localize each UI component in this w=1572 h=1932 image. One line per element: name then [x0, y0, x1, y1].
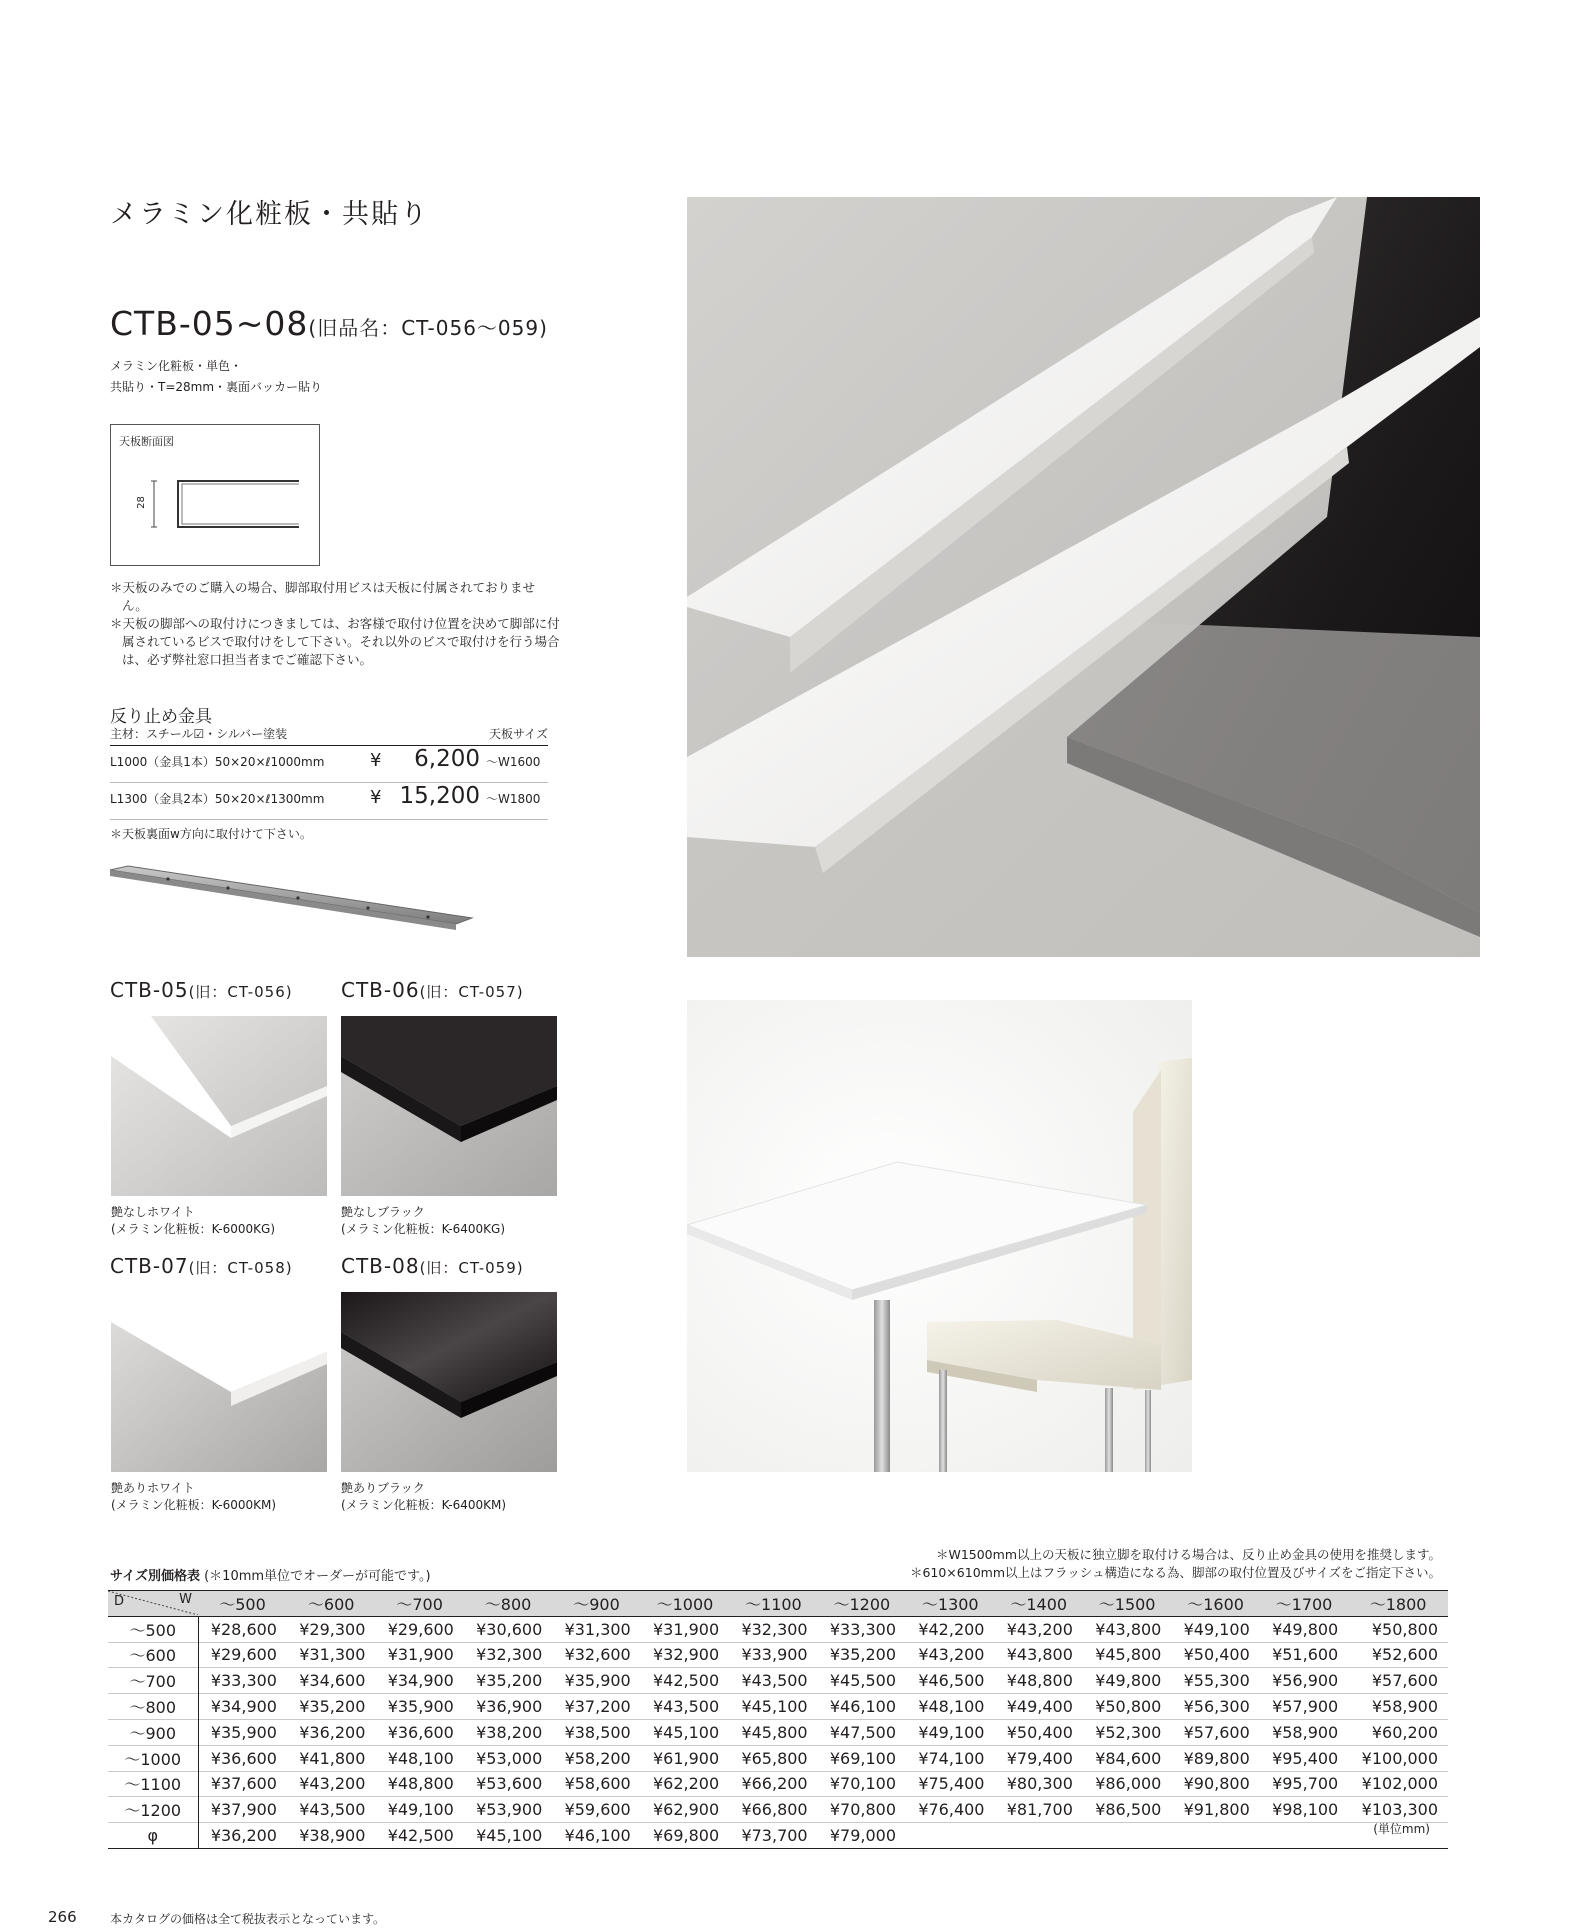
price-cell: ¥69,800 [653, 1826, 720, 1846]
price-cell [1083, 1823, 1171, 1849]
price-cell: ¥84,600 [1095, 1748, 1162, 1768]
price-cell: ¥35,200 [299, 1697, 366, 1717]
table-row [108, 1823, 1448, 1849]
width-label: W [179, 1592, 192, 1607]
price-cell: ¥59,600 [564, 1800, 631, 1820]
price-cell: ¥73,700 [741, 1826, 808, 1846]
price-cell: ¥45,800 [741, 1722, 808, 1742]
price-cell [906, 1823, 994, 1849]
variant-title [110, 1254, 293, 1278]
product-description [110, 356, 322, 398]
variant-caption [341, 1204, 505, 1238]
price-cell: ¥36,200 [299, 1722, 366, 1742]
fitting-size: ～W1600 [486, 755, 541, 769]
price-cell: ¥55,300 [1183, 1671, 1250, 1691]
price-cell: ¥56,900 [1272, 1671, 1339, 1691]
fitting-title: 反り止め金具 [110, 707, 212, 727]
price-cell: ¥79,000 [829, 1826, 897, 1846]
fitting-row [110, 746, 548, 783]
price-cell: ¥74,100 [918, 1748, 985, 1768]
price-cell: ¥37,900 [210, 1800, 277, 1820]
page-number: 266 [48, 1908, 77, 1926]
row-label: ～800 [108, 1694, 198, 1720]
price-cell: ¥31,300 [299, 1645, 366, 1665]
price-cell: ¥70,100 [829, 1774, 897, 1794]
price-cell: ¥45,100 [653, 1722, 720, 1742]
price-cell: ¥35,900 [387, 1697, 454, 1717]
variant-old-model: (旧：CT-057) [419, 983, 524, 1001]
section-title: メラミン化粧板・共貼り [110, 199, 429, 230]
price-cell: ¥48,800 [387, 1774, 454, 1794]
price-cell: ¥43,500 [299, 1800, 366, 1820]
price-table [108, 1590, 1448, 1849]
price-cell: ¥49,100 [387, 1800, 454, 1820]
variant-model: CTB-08 [341, 1254, 420, 1278]
column-header: ～1600 [1171, 1591, 1259, 1617]
price-cell: ¥29,300 [299, 1619, 366, 1639]
price-cell: ¥43,800 [1095, 1619, 1162, 1639]
price-cell: ¥37,200 [564, 1697, 631, 1717]
price-cell: ¥43,200 [918, 1645, 985, 1665]
price-table-title [110, 1565, 431, 1584]
column-header: ～1200 [818, 1591, 906, 1617]
price-note: ＊610×610mm以上はフラッシュ構造になる為、脚部の取付位置及びサイズをご指定下さい。 [909, 1565, 1441, 1580]
column-header: ～600 [287, 1591, 375, 1617]
price-cell: ¥43,200 [1006, 1619, 1073, 1639]
price-cell: ¥38,200 [476, 1722, 543, 1742]
price-cell: ¥91,800 [1183, 1800, 1250, 1820]
note-item: ＊天板の脚部への取付けにつきましては、お客様で取付け位置を決めて脚部に付属されているビスで取付けをして下さい。それ以外のビスで取付けを行う場合は、必ず弊社窓口担当者までご確認下さい。 [110, 616, 560, 667]
price-cell: ¥102,000 [1361, 1774, 1438, 1794]
column-header: ～500 [198, 1591, 287, 1617]
price-cell: ¥46,500 [918, 1671, 985, 1691]
price-cell: ¥100,000 [1361, 1748, 1438, 1768]
variant-old-model: (旧：CT-058) [188, 1259, 293, 1277]
variant-material: (メラミン化粧板：K-6400KG) [341, 1222, 506, 1236]
price-cell: ¥34,900 [210, 1697, 277, 1717]
yen-sign: ¥ [370, 750, 382, 771]
price-cell: ¥90,800 [1183, 1774, 1250, 1794]
model-number: CTB-05~08 [110, 304, 309, 343]
price-cell: ¥51,600 [1272, 1645, 1339, 1665]
price-cell: ¥65,800 [741, 1748, 808, 1768]
variant-color: 艶なしホワイト [111, 1205, 195, 1219]
fitting-material: 主材：スチール☑・シルバー塗装 [110, 727, 288, 741]
variant-title [341, 1254, 524, 1278]
price-cell: ¥48,100 [387, 1748, 454, 1768]
row-label: ～1000 [108, 1745, 198, 1771]
table-row [108, 1668, 1448, 1694]
price-cell: ¥32,600 [564, 1645, 631, 1665]
price-cell: ¥45,500 [829, 1671, 897, 1691]
price-cell: ¥32,300 [476, 1645, 543, 1665]
table-row [108, 1694, 1448, 1720]
column-header: ～1400 [994, 1591, 1082, 1617]
variant-color: 艶ありブラック [341, 1481, 425, 1495]
yen-sign: ¥ [370, 787, 382, 808]
column-header: ～900 [552, 1591, 640, 1617]
column-header: ～700 [375, 1591, 463, 1617]
price-cell: ¥56,300 [1183, 1697, 1250, 1717]
price-cell: ¥81,700 [1006, 1800, 1073, 1820]
variant-old-model: (旧：CT-056) [188, 983, 293, 1001]
price-cell: ¥49,800 [1095, 1671, 1162, 1691]
table-title-note: (＊10mm単位でオーダーが可能です。) [204, 1569, 431, 1584]
price-cell: ¥76,400 [918, 1800, 985, 1820]
variant-color: 艶なしブラック [341, 1205, 425, 1219]
price-cell: ¥32,900 [653, 1645, 720, 1665]
price-cell: ¥28,600 [210, 1619, 277, 1639]
variant-caption [111, 1480, 276, 1514]
price-cell: ¥38,900 [299, 1826, 366, 1846]
swatch-gloss-white [111, 1292, 327, 1472]
variant-caption [341, 1480, 506, 1514]
price-cell: ¥62,900 [653, 1800, 720, 1820]
price-cell: ¥86,000 [1095, 1774, 1162, 1794]
price-cell: ¥80,300 [1006, 1774, 1073, 1794]
table-chair-photo [687, 1000, 1192, 1472]
column-header: ～800 [464, 1591, 552, 1617]
price-cell: ¥46,100 [829, 1697, 897, 1717]
price-cell: ¥57,900 [1272, 1697, 1339, 1717]
column-header: ～1500 [1083, 1591, 1171, 1617]
price-cell: ¥37,600 [210, 1774, 277, 1794]
notes [110, 579, 560, 669]
swatch-matte-black [341, 1016, 557, 1196]
price-cell: ¥66,800 [741, 1800, 808, 1820]
price-cell: ¥29,600 [210, 1645, 277, 1665]
price-cell: ¥35,200 [476, 1671, 543, 1691]
price-cell: ¥35,900 [210, 1722, 277, 1742]
cross-section-diagram [110, 424, 320, 566]
price-cell: ¥50,400 [1006, 1722, 1073, 1742]
table-row [108, 1642, 1448, 1668]
old-model-name: (旧品名：CT-056～059) [308, 316, 548, 340]
price-cell: ¥30,600 [476, 1619, 543, 1639]
price-cell: ¥58,200 [564, 1748, 631, 1768]
variant-color: 艶ありホワイト [111, 1481, 195, 1495]
fitting-header [110, 725, 548, 746]
fitting-size-header: 天板サイズ [488, 727, 548, 741]
fitting-note: ＊天板裏面w方向に取付けて下さい。 [110, 827, 312, 841]
price-table-body [108, 1616, 1448, 1848]
row-label: ～900 [108, 1719, 198, 1745]
price-cell: ¥43,500 [653, 1697, 720, 1717]
price-cell: ¥89,800 [1183, 1748, 1250, 1768]
variant-model: CTB-07 [110, 1254, 189, 1278]
price-cell: ¥58,900 [1272, 1722, 1339, 1742]
fitting-size: ～W1800 [486, 792, 541, 806]
price-cell: ¥49,800 [1272, 1619, 1339, 1639]
price-cell: ¥29,600 [387, 1619, 454, 1639]
variant-material: (メラミン化粧板：K-6400KM) [341, 1498, 507, 1512]
column-header: ～1700 [1260, 1591, 1348, 1617]
swatch-matte-white [111, 1016, 327, 1196]
price-cell: ¥36,600 [387, 1722, 454, 1742]
note-item: ＊天板のみでのご購入の場合、脚部取付用ビスは天板に付属されておりません。 [110, 580, 536, 613]
price-cell: ¥45,800 [1095, 1645, 1162, 1665]
price-cell: ¥43,200 [299, 1774, 366, 1794]
row-label: ～600 [108, 1642, 198, 1668]
price-cell: ¥50,800 [1095, 1697, 1162, 1717]
price-cell: ¥45,100 [741, 1697, 808, 1717]
row-label: ～500 [108, 1616, 198, 1642]
price-table-header [108, 1591, 1448, 1617]
fitting-price: 15,200 [399, 783, 480, 809]
bracket-illustration [108, 862, 474, 932]
price-cell: ¥33,900 [741, 1645, 808, 1665]
price-cell: ¥95,700 [1272, 1774, 1339, 1794]
table-row [108, 1745, 1448, 1771]
price-cell: ¥49,400 [1006, 1697, 1073, 1717]
variant-title [110, 978, 293, 1002]
column-header: ～1800 [1348, 1591, 1448, 1617]
table-title-text: サイズ別価格表 [110, 1569, 200, 1584]
price-cell: ¥52,300 [1095, 1722, 1162, 1742]
price-cell: ¥34,900 [387, 1671, 454, 1691]
price-cell: ¥38,500 [564, 1722, 631, 1742]
row-label: ～700 [108, 1668, 198, 1694]
price-cell: ¥75,400 [918, 1774, 985, 1794]
column-header: ～1000 [641, 1591, 729, 1617]
fitting-spec: L1300（金具2本）50×20×ℓ1300mm [110, 792, 325, 806]
price-cell: ¥66,200 [741, 1774, 808, 1794]
price-cell: ¥47,500 [829, 1722, 897, 1742]
fitting-row [110, 783, 548, 820]
price-cell [1260, 1823, 1348, 1849]
price-cell: ¥42,200 [918, 1619, 985, 1639]
variant-model: CTB-05 [110, 978, 189, 1002]
price-cell: ¥43,800 [1006, 1645, 1073, 1665]
row-label: ～1100 [108, 1771, 198, 1797]
variant-material: (メラミン化粧板：K-6000KG) [111, 1222, 276, 1236]
price-cell: ¥45,100 [476, 1826, 543, 1846]
price-cell: ¥31,300 [564, 1619, 631, 1639]
table-row [108, 1719, 1448, 1745]
price-cell: ¥69,100 [829, 1748, 897, 1768]
price-cell: ¥35,200 [829, 1645, 897, 1665]
price-cell: ¥98,100 [1272, 1800, 1339, 1820]
price-cell: ¥49,100 [1183, 1619, 1250, 1639]
price-cell: ¥58,900 [1371, 1697, 1438, 1717]
swatch-gloss-black [341, 1292, 557, 1472]
price-cell: ¥33,300 [210, 1671, 277, 1691]
thickness-label: 28 [135, 496, 147, 509]
price-cell [1171, 1823, 1259, 1849]
main-product-photo [687, 197, 1480, 957]
diagram-label: 天板断面図 [119, 435, 174, 448]
unit-label: (単位mm) [1373, 1822, 1430, 1836]
price-cell: ¥36,900 [476, 1697, 543, 1717]
fitting-price: 6,200 [414, 746, 480, 772]
tax-note: 本カタログの価格は全て税抜表示となっています。 [110, 1912, 386, 1926]
price-cell: ¥36,200 [210, 1826, 277, 1846]
price-cell: ¥46,100 [564, 1826, 631, 1846]
price-cell: ¥79,400 [1006, 1748, 1073, 1768]
price-cell: ¥31,900 [653, 1619, 720, 1639]
fitting-spec: L1000（金具1本）50×20×ℓ1000mm [110, 755, 325, 769]
price-cell: ¥58,600 [564, 1774, 631, 1794]
price-cell [994, 1823, 1082, 1849]
column-header: ～1100 [729, 1591, 817, 1617]
price-note: ＊W1500mm以上の天板に独立脚を取付ける場合は、反り止め金具の使用を推奨します。 [935, 1547, 1441, 1562]
price-cell: ¥34,600 [299, 1671, 366, 1691]
variant-caption [111, 1204, 275, 1238]
description-line: メラミン化粧板・単色・ [110, 359, 243, 373]
table-corner-cell [108, 1591, 198, 1617]
price-cell: ¥57,600 [1183, 1722, 1250, 1742]
variant-title [341, 978, 524, 1002]
price-cell: ¥53,600 [476, 1774, 543, 1794]
price-cell: ¥50,800 [1371, 1619, 1438, 1639]
column-header: ～1300 [906, 1591, 994, 1617]
price-cell: ¥70,800 [829, 1800, 897, 1820]
price-cell: ¥95,400 [1272, 1748, 1339, 1768]
table-row [108, 1797, 1448, 1823]
price-cell: ¥86,500 [1095, 1800, 1162, 1820]
price-cell: ¥41,800 [299, 1748, 366, 1768]
price-cell: ¥35,900 [564, 1671, 631, 1691]
price-cell: ¥60,200 [1371, 1722, 1438, 1742]
variant-model: CTB-06 [341, 978, 420, 1002]
row-label: ～1200 [108, 1797, 198, 1823]
price-cell: ¥48,100 [918, 1697, 985, 1717]
price-cell: ¥103,300 [1361, 1800, 1438, 1820]
model-title [110, 304, 548, 343]
fitting-table [110, 725, 548, 820]
price-cell: ¥42,500 [387, 1826, 454, 1846]
price-cell: ¥57,600 [1371, 1671, 1438, 1691]
price-cell: ¥62,200 [653, 1774, 720, 1794]
price-cell: ¥53,900 [476, 1800, 543, 1820]
price-cell: ¥32,300 [741, 1619, 808, 1639]
price-table-notes [910, 1546, 1441, 1582]
price-cell: ¥53,000 [476, 1748, 543, 1768]
price-cell: ¥33,300 [829, 1619, 897, 1639]
depth-label: D [114, 1594, 125, 1609]
price-cell: ¥31,900 [387, 1645, 454, 1665]
description-line: 共貼り・T=28mm・裏面バッカー貼り [110, 380, 323, 394]
cross-section-drawing [111, 425, 319, 565]
price-cell: ¥52,600 [1371, 1645, 1438, 1665]
price-cell: ¥50,400 [1183, 1645, 1250, 1665]
price-cell: ¥43,500 [741, 1671, 808, 1691]
variant-old-model: (旧：CT-059) [419, 1259, 524, 1277]
row-label: φ [108, 1823, 198, 1849]
table-row [108, 1616, 1448, 1642]
price-cell: ¥49,100 [918, 1722, 985, 1742]
price-cell: ¥36,600 [210, 1748, 277, 1768]
price-cell: ¥42,500 [653, 1671, 720, 1691]
table-row [108, 1771, 1448, 1797]
price-cell: ¥48,800 [1006, 1671, 1073, 1691]
variant-material: (メラミン化粧板：K-6000KM) [111, 1498, 277, 1512]
price-cell: ¥61,900 [653, 1748, 720, 1768]
